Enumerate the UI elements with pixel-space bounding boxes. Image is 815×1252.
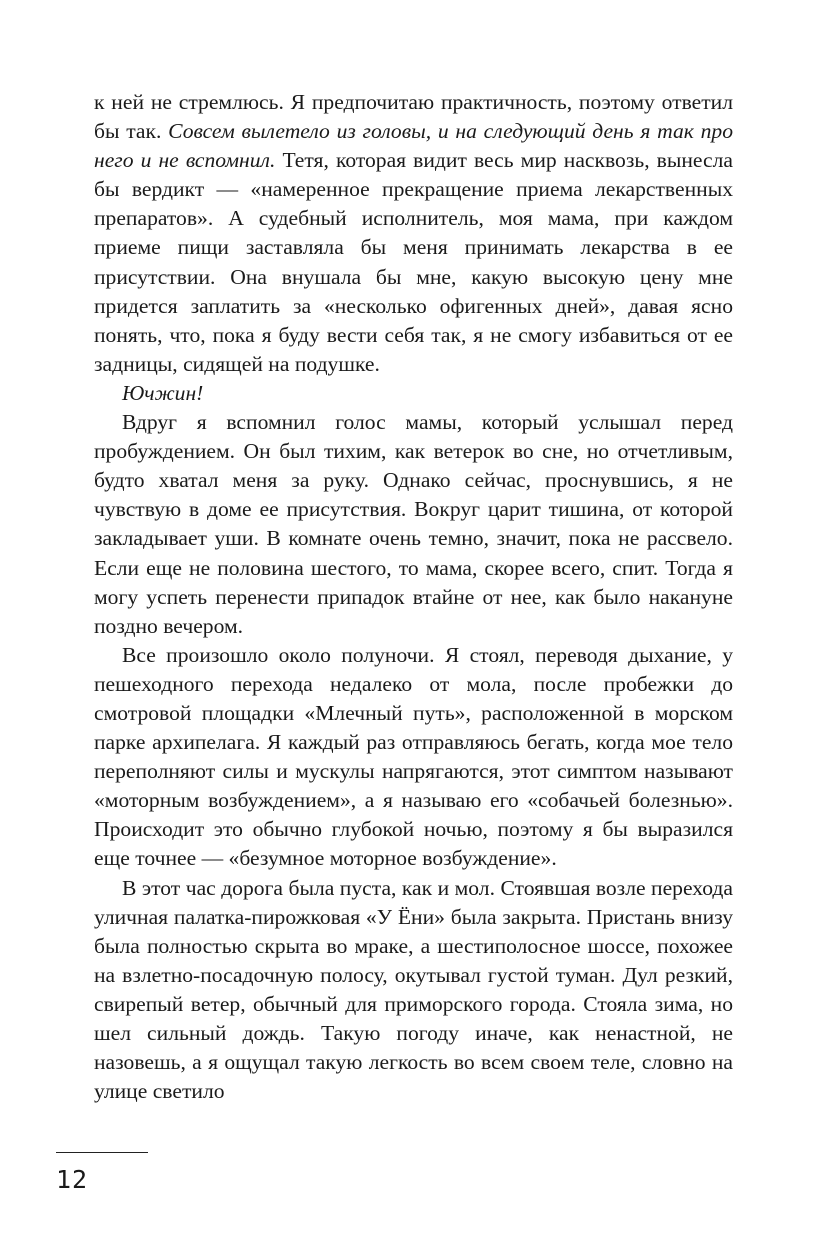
italic-text: Ючжин! <box>122 380 204 405</box>
text-run: Все произошло около полуночи. Я стоял, переводя дыхание, у пешеходного перехода недалеко от мола, после пробежки до смотровой площадки «Млечный путь», расположенной в морском парке архипелага. Я каждый раз отправляюсь бегать, когда мое тело переполняют силы и мускулы напрягаются, этот симптом называют «моторным возбуждением», а я называю его «собачьей болезнью». Происходит это обычно глубокой ночью, поэтому я бы выразился еще точнее — «безумное моторное возбуждение». <box>94 642 733 871</box>
paragraph <box>94 408 733 641</box>
text-run: В этот час дорога была пуста, как и мол. Стоявшая возле перехода уличная палатка-пирожковая «У Ёни» была закрыта. Пристань внизу была полностью скрыта во мраке, а шестиполосное шоссе, похожее на взлетно-посадочную полосу, окутывал густой туман. Дул резкий, свирепый ветер, обычный для приморского города. Стояла зима, но шел сильный дождь. Такую погоду иначе, как ненастной, не назовешь, а я ощущал такую легкость во всем своем теле, словно на улице светило <box>94 875 733 1104</box>
page-number: 12 <box>56 1165 89 1194</box>
text-run: Тетя, которая видит весь мир насквозь, вынесла бы вердикт — «намеренное прекращение приема лекарственных препаратов». А судебный исполнитель, моя мама, при каждом приеме пищи заставляла бы меня принимать лекарства в ее присутствии. Она внушала бы мне, какую высокую цену мне придется заплатить за «несколько офигенных дней», давая ясно понять, что, пока я буду вести себя так, я не смогу избавиться от ее задницы, сидящей на подушке. <box>94 148 733 376</box>
paragraph <box>94 641 733 874</box>
body-text <box>94 88 733 1106</box>
footer-rule <box>56 1152 148 1153</box>
text-run: Вдруг я вспомнил голос мамы, который услышал перед пробуждением. Он был тихим, как ветерок во сне, но отчетливым, будто хватал меня за руку. Однако сейчас, проснувшись, я не чувствую в доме ее присутствия. Вокруг царит тишина, от которой закладывает уши. В комнате очень темно, значит, пока не рассвело. Если еще не половина шестого, то мама, скорее всего, спит. Тогда я могу успеть перенести припадок втайне от нее, как было накануне поздно вечером. <box>94 410 733 638</box>
paragraph <box>94 379 733 408</box>
italic-text: Совсем вылетело из головы, и на следующий день я так про него и не вспомнил. <box>94 119 734 173</box>
paragraph <box>94 874 733 1107</box>
paragraph <box>94 88 733 379</box>
text-run: к ней не стремлюсь. Я предпочитаю практичность, поэтому ответил бы так. <box>94 90 733 144</box>
